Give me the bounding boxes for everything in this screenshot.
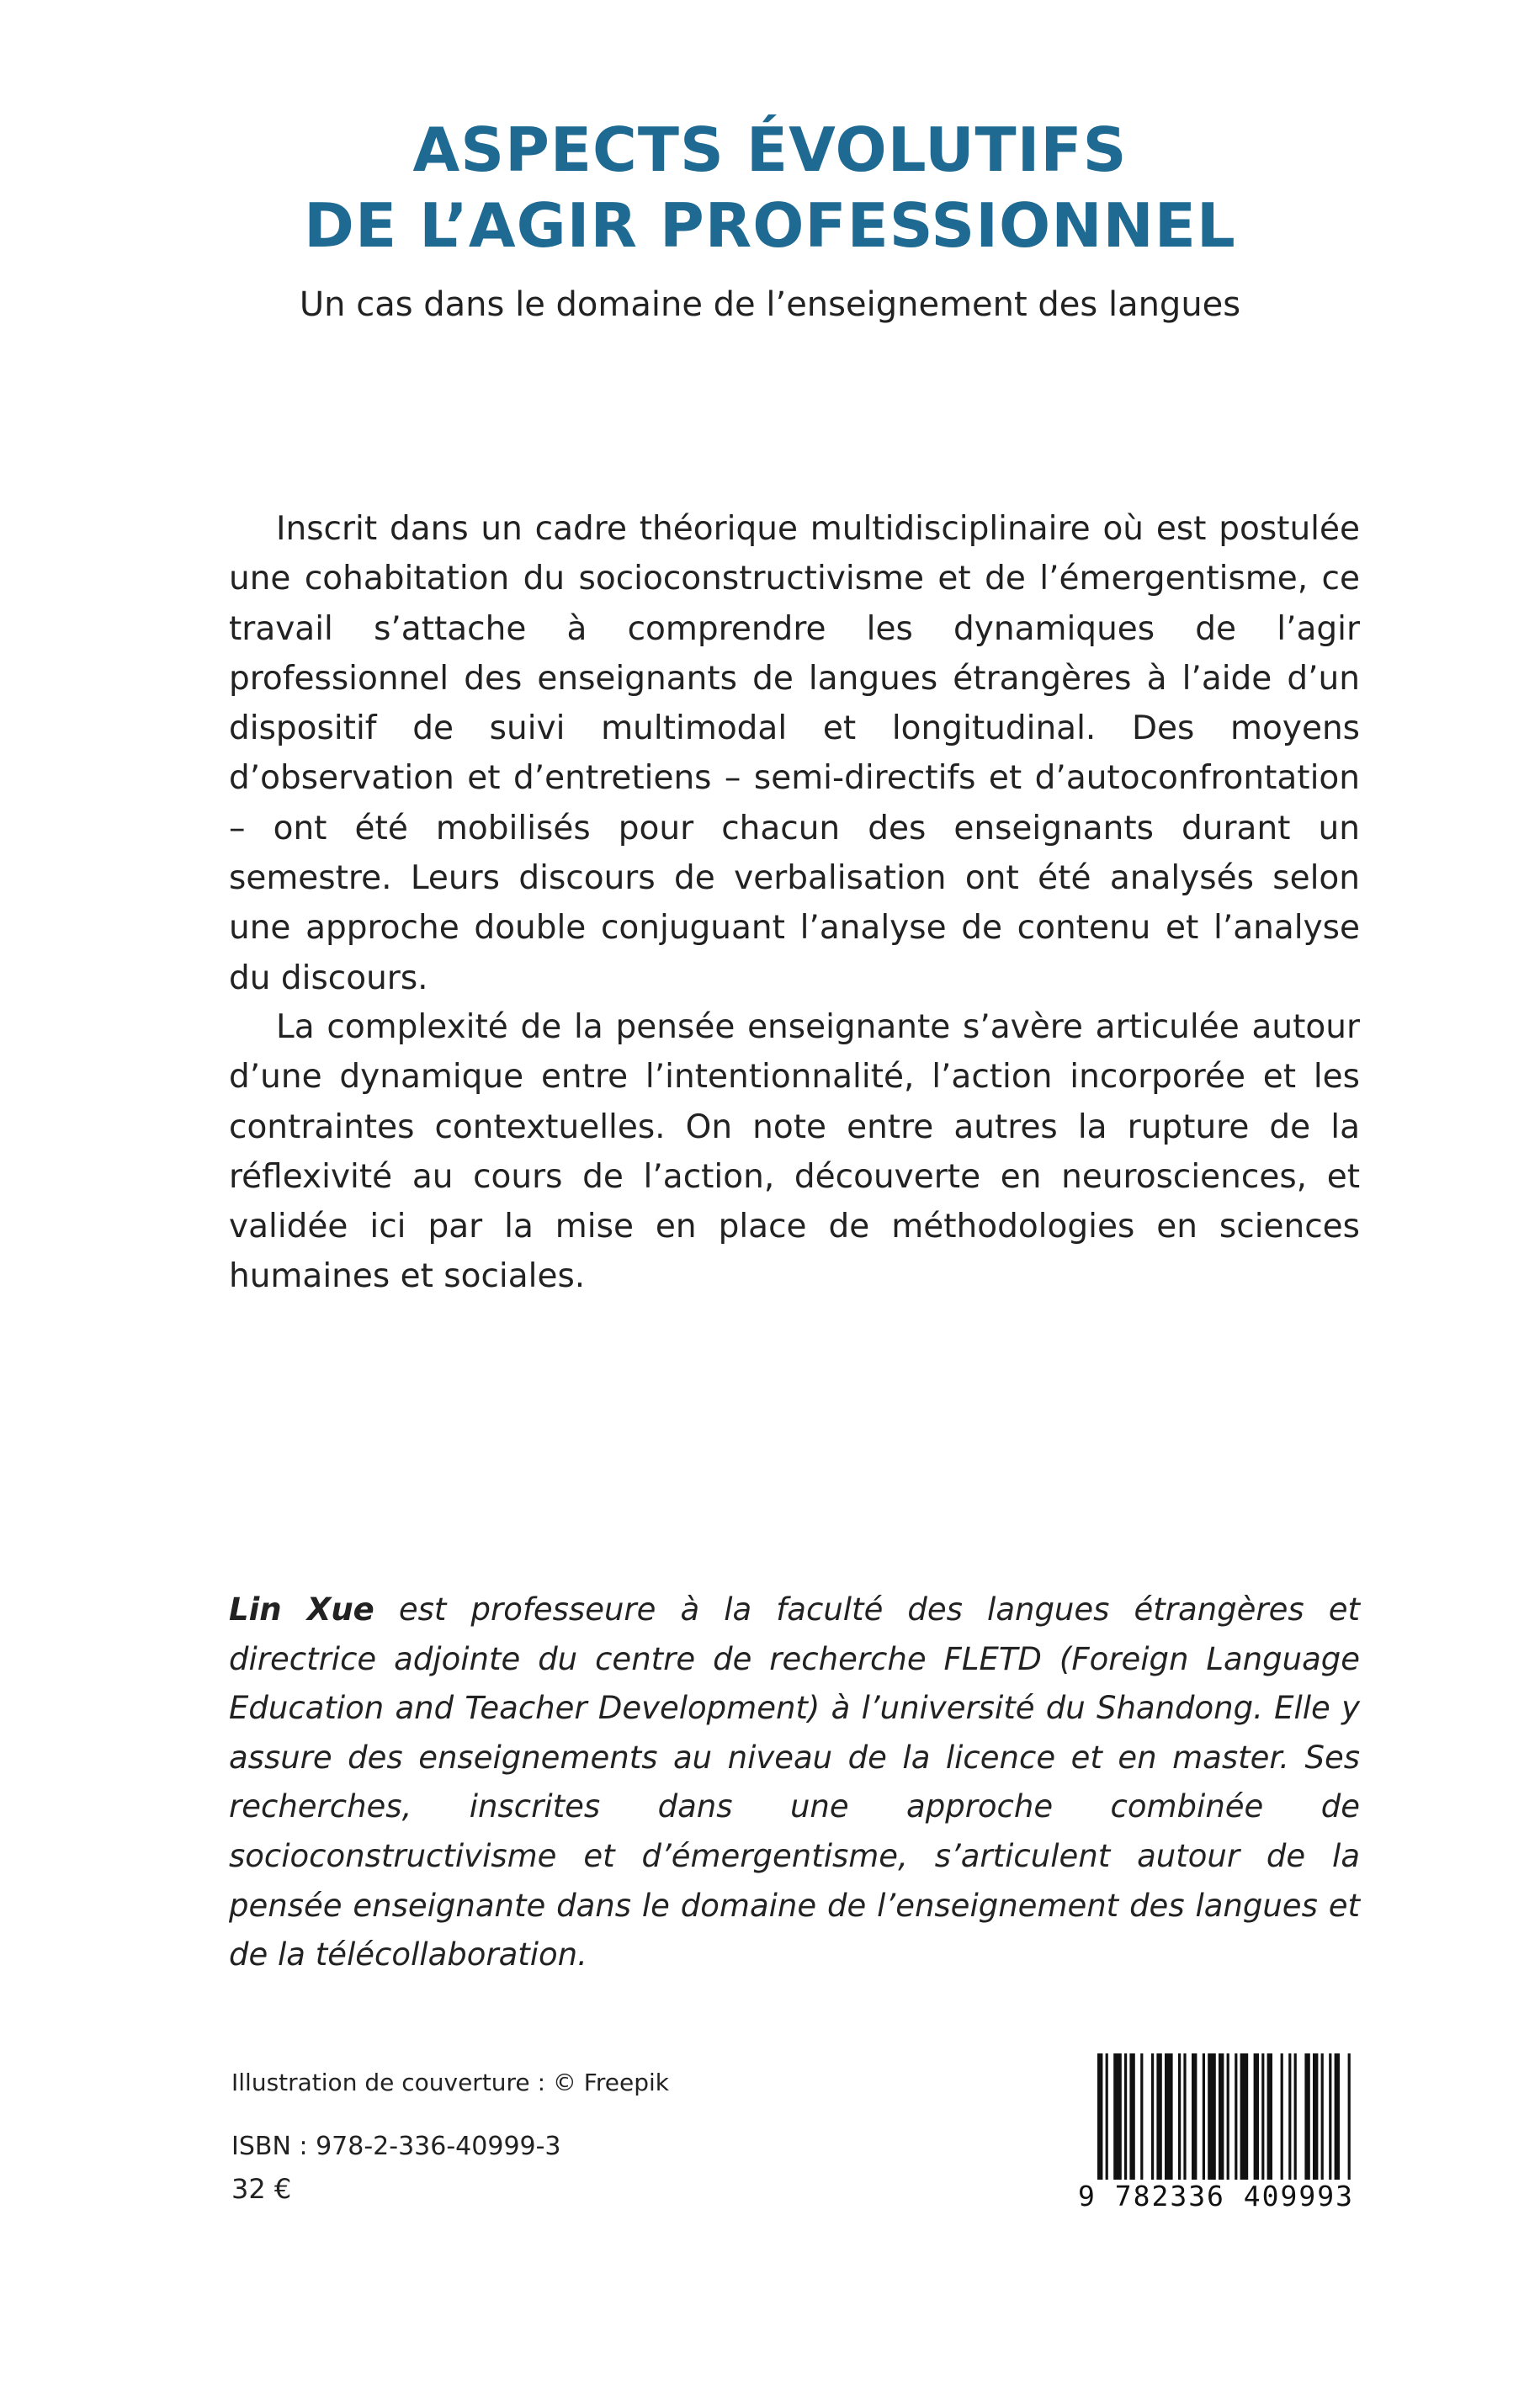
barcode-bar xyxy=(1261,2053,1264,2180)
author-name: Lin Xue xyxy=(229,1591,374,1628)
barcode-bar xyxy=(1335,2053,1340,2180)
barcode-bar xyxy=(1348,2053,1351,2180)
author-bio xyxy=(229,1586,1360,1980)
isbn: ISBN : 978-2-336-40999-3 xyxy=(231,2132,561,2161)
barcode xyxy=(1072,2053,1360,2213)
barcode-bar xyxy=(1288,2053,1291,2180)
illustration-credit: Illustration de couverture : © Freepik xyxy=(231,2069,669,2096)
subtitle: Un cas dans le domaine de l’enseignement des langues xyxy=(299,285,1241,324)
summary-paragraph-1: Inscrit dans un cadre théorique multidisciplinaire où est postulée une cohabitation du socioconstructivisme et de l’émergentisme, ce travail s’attache à comprendre les dynamiques de l’agir professionnel des enseignants de langues étrangères à l’aide d’un dispositif de suivi multimodal et longitudinal. Des moyens d’observation et d’entretiens – semi-directifs et d’autoconfrontation – ont été mobilisés pour chacun des enseignants durant un semestre. Leurs discours de verbalisation ont été analysés selon une approche double conjuguant l’analyse de contenu et l’analyse du discours. xyxy=(229,510,1360,997)
barcode-bar xyxy=(1240,2053,1249,2180)
author-bio-text: est professeure à la faculté des langues étrangères et directrice adjointe du centre de recherche FLETD (Foreign Language Education and Teacher Development) à l’université du Shandong. Elle y assure des enseignements au niveau de la licence et en master. Ses recherches, inscrites dans une approche combinée de socioconstructivisme et d’émergentisme, s’articulent autour de la pensée enseignante dans le domaine de l’enseignement des langues et de la télécollaboration. xyxy=(229,1591,1360,1973)
barcode-bar xyxy=(1151,2053,1154,2180)
barcode-bar xyxy=(1254,2053,1259,2180)
barcode-bar xyxy=(1097,2053,1102,2180)
barcode-bar xyxy=(1140,2053,1143,2180)
summary-paragraph-2: La complexité de la pensée enseignante s’avère articulée autour d’une dynamique entre l’intentionnalité, l’action incorporée et les contraintes contextuelles. On note entre autres la rupture de la réflexivité au cours de l’action, découverte en neurosciences, et validée ici par la mise en place de méthodologies en sciences humaines et sociales. xyxy=(229,1008,1360,1296)
title-line-1: ASPECTS ÉVOLUTIFS xyxy=(412,114,1128,185)
barcode-bar xyxy=(1124,2053,1127,2180)
barcode-bar xyxy=(1203,2053,1205,2180)
barcode-bar xyxy=(1235,2053,1237,2180)
barcode-bar xyxy=(1313,2053,1318,2180)
barcode-bar xyxy=(1178,2053,1181,2180)
barcode-bar xyxy=(1321,2053,1324,2180)
barcode-bar xyxy=(1294,2053,1297,2180)
title-line-2: DE L’AGIR PROFESSIONNEL xyxy=(304,190,1236,261)
barcode-bar xyxy=(1304,2053,1309,2180)
barcode-bar xyxy=(1106,2053,1108,2180)
price: 32 € xyxy=(231,2173,292,2205)
barcode-bar xyxy=(1165,2053,1173,2180)
barcode-bar xyxy=(1183,2053,1186,2180)
barcode-bar xyxy=(1227,2053,1229,2180)
barcode-bar xyxy=(1329,2053,1331,2180)
barcode-bar xyxy=(1267,2053,1272,2180)
barcode-bar xyxy=(1208,2053,1216,2180)
barcode-bar xyxy=(1192,2053,1197,2180)
barcode-bar xyxy=(1113,2053,1122,2180)
barcode-bar xyxy=(1156,2053,1161,2180)
barcode-bar xyxy=(1219,2053,1224,2180)
barcode-bar xyxy=(1281,2053,1283,2180)
barcode-number: 9 782336 409993 xyxy=(1072,2180,1360,2213)
barcode-bars-icon xyxy=(1072,2053,1360,2180)
barcode-bar xyxy=(1129,2053,1134,2180)
